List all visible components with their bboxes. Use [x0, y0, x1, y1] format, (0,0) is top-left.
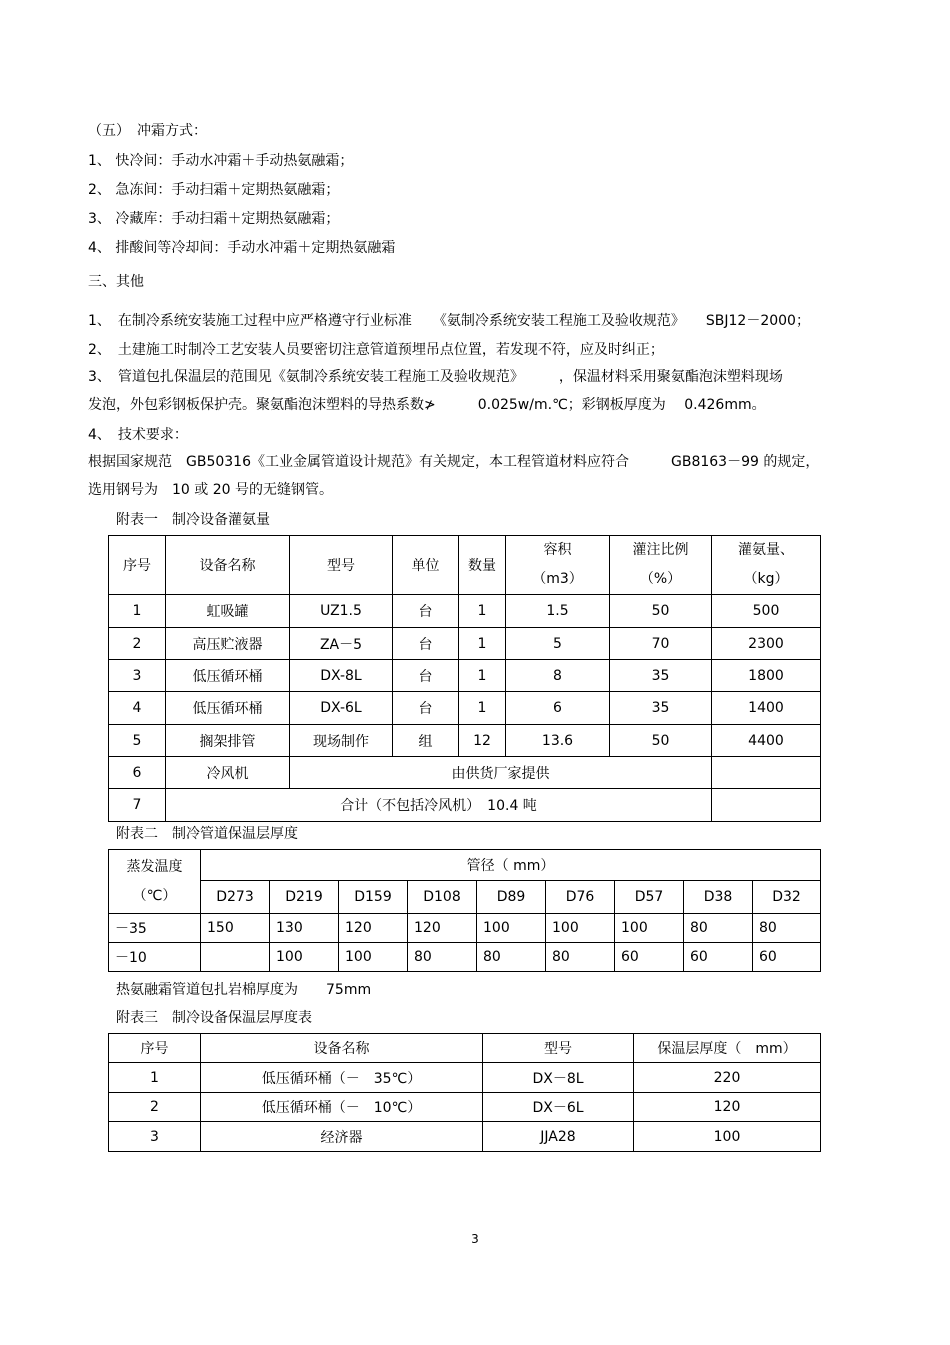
header-line: 容积	[543, 542, 572, 558]
page-number: 3	[471, 1232, 479, 1246]
cell: 60	[615, 943, 684, 972]
header-cell: 单位	[393, 536, 459, 595]
table2-caption: 附表二 制冷管道保温层厚度	[116, 826, 298, 842]
cell: 80	[753, 914, 821, 943]
table-row	[109, 692, 821, 725]
cell: DX－8L	[483, 1063, 634, 1093]
cell: 8	[506, 660, 610, 692]
cell: DX－6L	[483, 1093, 634, 1122]
table3	[108, 1033, 821, 1152]
table-row	[109, 789, 821, 822]
cell: 4400	[712, 725, 821, 757]
other-item: 选用钢号为 10 或 20 号的无缝钢管。	[88, 482, 333, 498]
cell: 3	[109, 1122, 201, 1152]
cell: 500	[712, 595, 821, 628]
cell: 150	[201, 914, 270, 943]
cell: DX-8L	[290, 660, 393, 692]
cell: 80	[546, 943, 615, 972]
header-cell: D89	[477, 881, 546, 914]
cell: 2	[109, 628, 166, 660]
cell: 1400	[712, 692, 821, 725]
cell: 5	[506, 628, 610, 660]
cell	[712, 757, 821, 789]
cell: 台	[393, 628, 459, 660]
defrost-item: 1、 快冷间：手动水冲霜＋手动热氨融霜；	[88, 153, 354, 169]
defrost-item: 3、 冷藏库：手动扫霜＋定期热氨融霜；	[88, 211, 340, 227]
header-cell: D219	[270, 881, 339, 914]
cell: 2	[109, 1093, 201, 1122]
cell: 1800	[712, 660, 821, 692]
cell: JJA28	[483, 1122, 634, 1152]
cell: 7	[109, 789, 166, 822]
cell: DX-6L	[290, 692, 393, 725]
cell: 由供货厂家提供	[290, 757, 712, 789]
header-cell: 保温层厚度（ mm）	[634, 1034, 821, 1063]
header-cell	[610, 536, 712, 595]
cell: 1	[109, 1063, 201, 1093]
cell: 13.6	[506, 725, 610, 757]
cell: 100	[270, 943, 339, 972]
header-cell: 管径（ mm）	[201, 850, 821, 881]
cell: 低压循环桶	[166, 692, 290, 725]
header-cell: 设备名称	[166, 536, 290, 595]
cell: 台	[393, 692, 459, 725]
table1	[108, 535, 821, 822]
header-line: （m3）	[532, 571, 583, 587]
header-cell: D159	[339, 881, 408, 914]
header-cell: D273	[201, 881, 270, 914]
header-line: 灌氨量、	[738, 542, 794, 558]
cell: 台	[393, 595, 459, 628]
cell: 1	[109, 595, 166, 628]
cell: 100	[634, 1122, 821, 1152]
cell: 低压循环桶（－ 35℃）	[201, 1063, 483, 1093]
header-cell: D57	[615, 881, 684, 914]
cell: 220	[634, 1063, 821, 1093]
header-cell: D32	[753, 881, 821, 914]
cell: 12	[459, 725, 506, 757]
table-row	[109, 757, 821, 789]
cell: 1.5	[506, 595, 610, 628]
header-cell: D38	[684, 881, 753, 914]
other-title: 三、其他	[88, 274, 144, 290]
header-cell: 序号	[109, 536, 166, 595]
table-row	[109, 1093, 821, 1122]
cell: 120	[634, 1093, 821, 1122]
cell: 低压循环桶	[166, 660, 290, 692]
table3-caption: 附表三 制冷设备保温层厚度表	[116, 1010, 312, 1026]
hot-ammonia-note: 热氨融霜管道包扎岩棉厚度为 75mm	[116, 982, 372, 998]
cell: 4	[109, 692, 166, 725]
table-row	[109, 943, 821, 972]
header-cell: D108	[408, 881, 477, 914]
cell: 50	[610, 595, 712, 628]
table2	[108, 849, 821, 972]
other-item: 4、 技术要求：	[88, 427, 188, 443]
table-row	[109, 595, 821, 628]
cell: 6	[506, 692, 610, 725]
other-item: 3、 管道包扎保温层的范围见《氨制冷系统安装工程施工及验收规范》 ，保温材料采用聚氨酯泡沫塑料现场	[88, 369, 783, 385]
cell: 1	[459, 595, 506, 628]
cell: ZA－5	[290, 628, 393, 660]
table1-caption: 附表一 制冷设备灌氨量	[116, 512, 270, 528]
header-line: （℃）	[132, 887, 177, 904]
table-header-row	[109, 881, 821, 914]
header-line: 灌注比例	[632, 542, 689, 558]
cell: 经济器	[201, 1122, 483, 1152]
header-cell: D76	[546, 881, 615, 914]
cell: 搁架排管	[166, 725, 290, 757]
cell: 冷风机	[166, 757, 290, 789]
other-item: 根据国家规范 GB50316《工业金属管道设计规范》有关规定，本工程管道材料应符合 GB8163－99 的规定，	[88, 454, 820, 470]
header-cell: 型号	[483, 1034, 634, 1063]
other-item: 2、 土建施工时制冷工艺安装人员要密切注意管道预埋吊点位置，若发现不符，应及时纠正；	[88, 342, 664, 358]
header-cell: 型号	[290, 536, 393, 595]
cell: 120	[408, 914, 477, 943]
table-header-row	[109, 850, 821, 881]
cell: 台	[393, 660, 459, 692]
cell: 80	[477, 943, 546, 972]
cell: 60	[684, 943, 753, 972]
cell: 6	[109, 757, 166, 789]
table-row	[109, 725, 821, 757]
cell: 虹吸罐	[166, 595, 290, 628]
cell: －10	[109, 943, 201, 972]
cell: 80	[408, 943, 477, 972]
cell: 1	[459, 660, 506, 692]
other-item: 1、 在制冷系统安装施工过程中应严格遵守行业标准 《氨制冷系统安装工程施工及验收规范》 SBJ12－2000；	[88, 313, 810, 329]
cell	[712, 789, 821, 822]
header-line: 蒸发温度	[126, 858, 183, 875]
cell: 100	[615, 914, 684, 943]
table-header-row	[109, 1034, 821, 1063]
cell: 2300	[712, 628, 821, 660]
cell: 合计（不包括冷风机） 10.4 吨	[166, 789, 712, 822]
section-title: （五） 冲霜方式：	[88, 123, 207, 139]
table-row	[109, 1063, 821, 1093]
defrost-item: 4、 排酸间等冷却间：手动水冲霜＋定期热氨融霜	[88, 240, 396, 256]
cell: 高压贮液器	[166, 628, 290, 660]
header-cell: 序号	[109, 1034, 201, 1063]
table-header-row	[109, 536, 821, 595]
cell: 35	[610, 692, 712, 725]
cell: 现场制作	[290, 725, 393, 757]
defrost-item: 2、 急冻间：手动扫霜＋定期热氨融霜；	[88, 182, 340, 198]
cell: 80	[684, 914, 753, 943]
cell: 组	[393, 725, 459, 757]
cell: 35	[610, 660, 712, 692]
cell: 3	[109, 660, 166, 692]
table-row	[109, 1122, 821, 1152]
cell: 60	[753, 943, 821, 972]
header-cell	[506, 536, 610, 595]
header-cell	[712, 536, 821, 595]
cell: 1	[459, 692, 506, 725]
header-cell	[109, 850, 201, 914]
header-line: （%）	[639, 571, 682, 587]
cell: 低压循环桶（－ 10℃）	[201, 1093, 483, 1122]
cell: 130	[270, 914, 339, 943]
table-row	[109, 660, 821, 692]
cell: 120	[339, 914, 408, 943]
cell: －35	[109, 914, 201, 943]
cell: 100	[339, 943, 408, 972]
other-item: 发泡，外包彩钢板保护壳。聚氨酯泡沫塑料的导热系数≯ 0.025w/m.℃；彩钢板厚度为 0.426mm。	[88, 397, 766, 413]
header-line: （kg）	[743, 571, 789, 587]
table-row	[109, 628, 821, 660]
header-cell: 设备名称	[201, 1034, 483, 1063]
cell: UZ1.5	[290, 595, 393, 628]
cell: 70	[610, 628, 712, 660]
cell: 100	[477, 914, 546, 943]
cell	[201, 943, 270, 972]
table-row	[109, 914, 821, 943]
cell: 1	[459, 628, 506, 660]
header-cell: 数量	[459, 536, 506, 595]
cell: 50	[610, 725, 712, 757]
cell: 5	[109, 725, 166, 757]
cell: 100	[546, 914, 615, 943]
